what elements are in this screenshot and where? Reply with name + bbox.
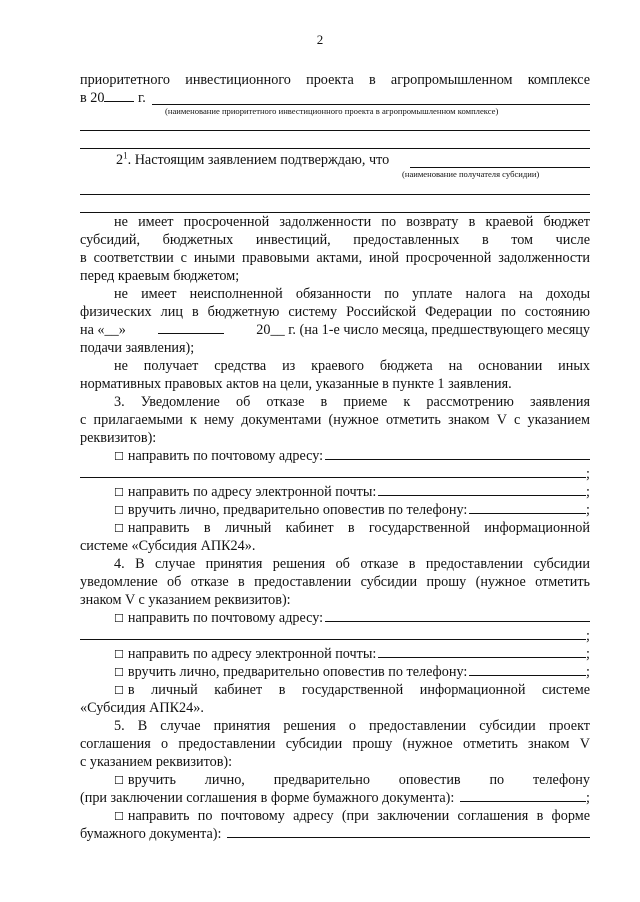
confirm-line-9: не получает средства из краевого бюджета на основании иных: [114, 358, 590, 374]
date-month-blank[interactable]: [158, 322, 224, 334]
p2-text: . Настоящим заявлением подтверждаю, что: [127, 152, 390, 168]
p5-post-line-2: [80, 826, 590, 842]
checkbox-icon[interactable]: ☐: [114, 684, 124, 697]
p2-sup: 1: [123, 150, 128, 161]
semicolon: ;: [586, 790, 590, 806]
checkbox-icon[interactable]: ☐: [114, 486, 124, 499]
p4-phone-line[interactable]: [469, 664, 586, 676]
p4-email-label: направить по адресу электронной почты:: [127, 646, 377, 662]
p5-line-1: 5. В случае принятия решения о предоставлении субсидии проект: [114, 718, 590, 734]
p5-post-label-2: бумажного документа):: [80, 826, 222, 842]
p3-line-2: с прилагаемыми к нему документами (нужное отметить знаком V с указанием: [80, 412, 590, 428]
p3-option-hand[interactable]: [114, 502, 590, 519]
project-name-line-2[interactable]: [80, 130, 590, 131]
checkbox-icon[interactable]: ☐: [114, 810, 124, 823]
p3-line-1: 3. Уведомление об отказе в приеме к рассмотрению заявления: [114, 394, 590, 410]
p3-post-address-line-2[interactable]: [80, 466, 586, 478]
p3-option-post[interactable]: [114, 448, 590, 465]
confirm-line-10: нормативных правовых актов на цели, указанные в пункте 1 заявления.: [80, 376, 512, 392]
year-suffix: г.: [137, 90, 146, 106]
p4-line-2: уведомление об отказе в предоставлении субсидии прошу (нужное отметить: [80, 574, 590, 590]
p3-line-3: реквизитов):: [80, 430, 157, 446]
confirm-line-2: субсидий, бюджетных инвестиций, предоставленных в том числе: [80, 232, 590, 248]
p5-hand-line-2: [80, 790, 590, 806]
p5-post-address-line[interactable]: [227, 826, 590, 838]
p3-hand-label: вручить лично, предварительно оповестив по телефону:: [127, 502, 468, 518]
checkbox-icon[interactable]: ☐: [114, 648, 124, 661]
p3-option-cabinet[interactable]: [114, 520, 590, 537]
checkbox-icon[interactable]: ☐: [114, 504, 124, 517]
checkbox-icon[interactable]: ☐: [114, 450, 124, 463]
p5-post-label: направить по почтовому адресу (при заключении соглашения в форме: [127, 808, 590, 824]
p4-post-label: направить по почтовому адресу:: [127, 610, 324, 626]
page-number: 2: [316, 32, 324, 47]
p5-option-post[interactable]: [114, 808, 590, 825]
project-name-line-3[interactable]: [80, 148, 590, 149]
p4-post-address-line[interactable]: [325, 610, 590, 622]
p4-post-line-2: [80, 628, 590, 644]
checkbox-icon[interactable]: ☐: [114, 522, 124, 535]
p3-email-label: направить по адресу электронной почты:: [127, 484, 377, 500]
p4-line-1: 4. В случае принятия решения об отказе в предоставлении субсидии: [114, 556, 590, 572]
semicolon: ;: [586, 646, 590, 662]
semicolon: ;: [586, 664, 590, 680]
recipient-line-3[interactable]: [80, 212, 590, 213]
p4-option-email[interactable]: [114, 646, 590, 663]
project-name-line[interactable]: [152, 104, 590, 105]
p4-option-post[interactable]: [114, 610, 590, 627]
caption-recipient: (наименование получателя субсидии): [402, 169, 540, 179]
p4-hand-label: вручить лично, предварительно оповестив по телефону:: [127, 664, 468, 680]
p3-phone-line[interactable]: [469, 502, 586, 514]
confirm-line-8: подачи заявления);: [80, 340, 195, 356]
p5-line-2: соглашения о предоставлении субсидии прошу (нужное отметить знаком V: [80, 736, 590, 752]
p4-cabinet-label: в личный кабинет в государственной информационной системе: [127, 682, 590, 698]
p3-post-label: направить по почтовому адресу:: [127, 448, 324, 464]
p4-email-line[interactable]: [378, 646, 586, 658]
date-rest: 20__ г. (на 1-е число месяца, предшествующего месяцу: [256, 322, 590, 338]
p3-post-line-2: [80, 466, 590, 482]
p2-number: 2: [116, 152, 124, 168]
p4-option-hand[interactable]: [114, 664, 590, 681]
year-prefix: в 20: [80, 90, 105, 106]
p4-cabinet-line-2: «Субсидия АПК24».: [80, 700, 204, 716]
semicolon: ;: [586, 628, 590, 644]
checkbox-icon[interactable]: ☐: [114, 774, 124, 787]
p3-option-email[interactable]: [114, 484, 590, 501]
p3-cabinet-line-2: системе «Субсидия АПК24».: [80, 538, 256, 554]
p5-hand-label: вручить лично, предварительно оповестив по телефону: [127, 772, 590, 788]
caption-project: (наименование приоритетного инвестиционного проекта в агропромышленном комплексе): [165, 106, 499, 116]
confirm-line-3: в соответствии с иными правовыми актами, иной просроченной задолженности: [80, 250, 590, 266]
p5-hand-label-2: (при заключении соглашения в форме бумажного документа):: [80, 790, 455, 806]
checkbox-icon[interactable]: ☐: [114, 666, 124, 679]
recipient-name-line[interactable]: [410, 167, 590, 168]
p3-cabinet-label: направить в личный кабинет в государственной информационной: [127, 520, 590, 536]
confirm-line-5: не имеет неисполненной обязанности по уплате налога на доходы: [114, 286, 590, 302]
p4-option-cabinet[interactable]: [114, 682, 590, 699]
p5-line-3: с указанием реквизитов):: [80, 754, 233, 770]
header-line1: приоритетного инвестиционного проекта в агропромышленном комплексе: [80, 72, 590, 88]
p4-post-address-line-2[interactable]: [80, 628, 586, 640]
recipient-line-2[interactable]: [80, 194, 590, 195]
date-day: на «__»: [80, 322, 126, 338]
year-blank[interactable]: [104, 90, 134, 102]
confirm-line-6: физических лиц в бюджетную систему Российской Федерации по состоянию: [80, 304, 590, 320]
semicolon: ;: [586, 502, 590, 518]
confirm-line-1: не имеет просроченной задолженности по возврату в краевой бюджет: [114, 214, 590, 230]
semicolon: ;: [586, 484, 590, 500]
p3-email-line[interactable]: [378, 484, 586, 496]
p3-post-address-line[interactable]: [325, 448, 590, 460]
p4-line-3: знаком V с указанием реквизитов):: [80, 592, 291, 608]
semicolon: ;: [586, 466, 590, 482]
confirm-line-7: [80, 322, 590, 338]
checkbox-icon[interactable]: ☐: [114, 612, 124, 625]
confirm-line-4: перед краевым бюджетом;: [80, 268, 240, 284]
p2-line: [116, 152, 590, 168]
p5-option-hand[interactable]: [114, 772, 590, 789]
p5-phone-line[interactable]: [460, 790, 586, 802]
